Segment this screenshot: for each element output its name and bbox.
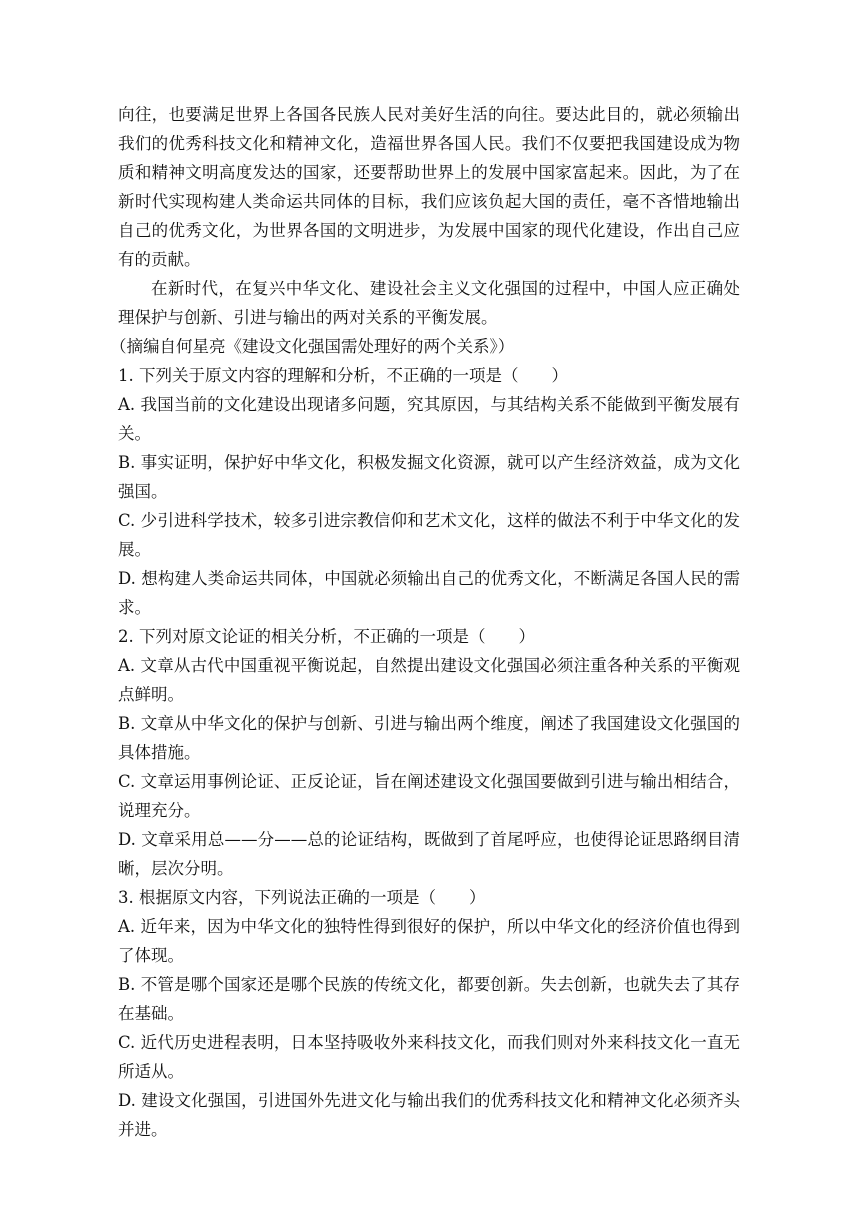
question-1-option-a: A. 我国当前的文化建设出现诸多问题，究其原因，与其结构关系不能做到平衡发展有关。 xyxy=(118,395,740,443)
question-1 xyxy=(118,361,740,622)
question-2 xyxy=(118,622,740,883)
question-3-option-a: A. 近年来，因为中华文化的独特性得到很好的保护，所以中华文化的经济价值也得到了体现。 xyxy=(118,917,740,965)
question-2-option-d: D. 文章采用总——分——总的论证结构，既做到了首尾呼应，也使得论证思路纲目清晰，层次分明。 xyxy=(118,830,740,878)
passage-paragraph-1: 向往，也要满足世界上各国各民族人民对美好生活的向往。要达此目的，就必须输出我们的优秀科技文化和精神文化，造福世界各国人民。我们不仅要把我国建设成为物质和精神文明高度发达的国家，还要帮助世界上的发展中国家富起来。因此，为了在新时代实现构建人类命运共同体的目标，我们应该负起大国的责任，毫不吝惜地输出自己的优秀文化，为世界各国的文明进步，为发展中国家的现代化建设，作出自己应有的贡献。 xyxy=(118,105,740,269)
question-2-option-a: A. 文章从古代中国重视平衡说起，自然提出建设文化强国必须注重各种关系的平衡观点鲜明。 xyxy=(118,656,740,704)
passage-paragraph-2: 在新时代，在复兴中华文化、建设社会主义文化强国的过程中，中国人应正确处理保护与创新、引进与输出的两对关系的平衡发展。 xyxy=(118,279,740,327)
question-1-option-c: C. 少引进科学技术，较多引进宗教信仰和艺术文化，这样的做法不利于中华文化的发展。 xyxy=(118,511,740,559)
question-3 xyxy=(118,883,740,1144)
question-1-stem: 1. 下列关于原文内容的理解和分析，不正确的一项是（ ） xyxy=(118,366,568,385)
question-2-option-c: C. 文章运用事例论证、正反论证，旨在阐述建设文化强国要做到引进与输出相结合，说理充分。 xyxy=(118,772,740,820)
question-3-stem: 3. 根据原文内容，下列说法正确的一项是（ ） xyxy=(118,888,486,907)
question-3-option-d: D. 建设文化强国，引进国外先进文化与输出我们的优秀科技文化和精神文化必须齐头并进。 xyxy=(118,1091,740,1139)
question-1-option-d: D. 想构建人类命运共同体，中国就必须输出自己的优秀文化，不断满足各国人民的需求。 xyxy=(118,569,740,617)
question-1-option-b: B. 事实证明，保护好中华文化，积极发掘文化资源，就可以产生经济效益，成为文化强国。 xyxy=(118,453,740,501)
document-page xyxy=(110,100,740,1144)
question-2-option-b: B. 文章从中华文化的保护与创新、引进与输出两个维度，阐述了我国建设文化强国的具体措施。 xyxy=(118,714,740,762)
passage-source: （摘编自何星亮《建设文化强国需处理好的两个关系》） xyxy=(110,337,515,356)
question-2-stem: 2. 下列对原文论证的相关分析，不正确的一项是（ ） xyxy=(118,627,535,646)
question-3-option-c: C. 近代历史进程表明，日本坚持吸收外来科技文化，而我们则对外来科技文化一直无所适从。 xyxy=(118,1033,740,1081)
question-3-option-b: B. 不管是哪个国家还是哪个民族的传统文化，都要创新。失去创新，也就失去了其存在基础。 xyxy=(118,975,740,1023)
